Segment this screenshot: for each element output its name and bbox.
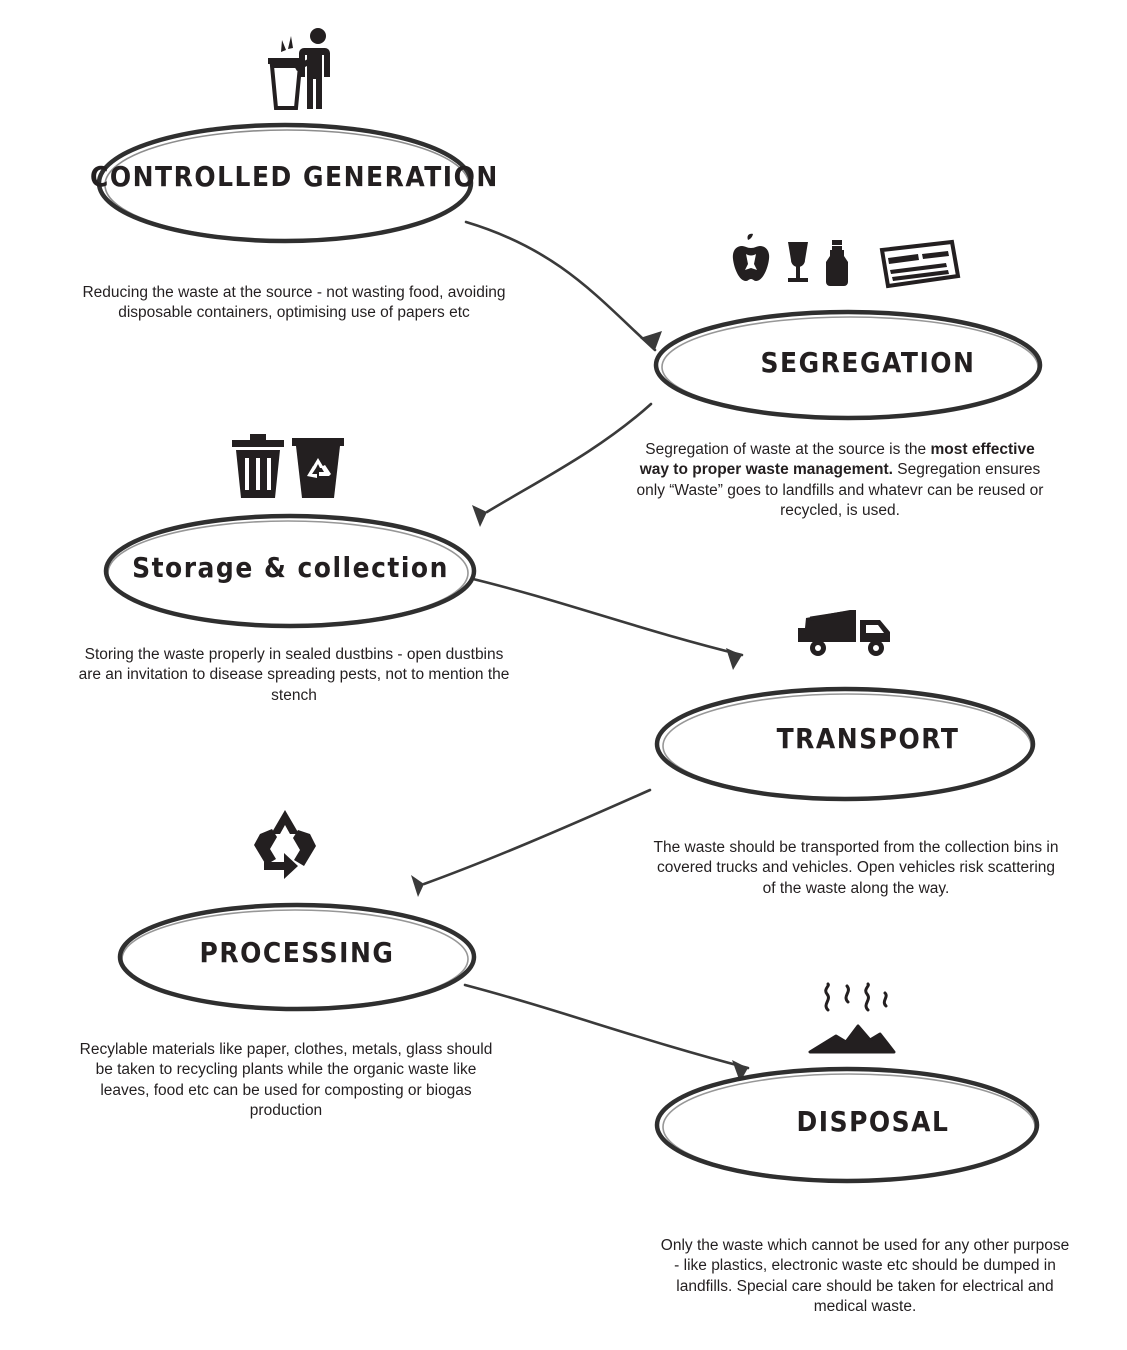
caption-bold: most effective way to proper waste management. [639, 441, 1035, 479]
node-segregation[interactable] [648, 306, 1048, 424]
caption-storage-collection: Storing the waste properly in sealed dustbins - open dustbins are an invitation to disease spreading pests, not to mention the stench [78, 646, 510, 704]
node-label: TRANSPORT [776, 722, 960, 755]
node-label: DISPOSAL [796, 1105, 950, 1138]
smoking-landfill-icon [802, 982, 902, 1058]
node-transport[interactable] [648, 682, 1042, 806]
caption-part-2: Segregation ensures only “Waste” goes to landfills and whatevr can be reused or recycled, is used. [636, 461, 1044, 520]
recycling-symbol-icon [244, 808, 326, 882]
node-processing[interactable] [112, 898, 482, 1016]
node-label: PROCESSING [199, 936, 395, 969]
dustbin-recycling-bin-icon [228, 432, 344, 500]
person-throwing-trash-icon [262, 26, 342, 112]
node-controlled-generation[interactable] [90, 118, 499, 248]
caption-segregation [630, 440, 1050, 522]
caption-part-1: Segregation of waste at the source is the [645, 441, 931, 458]
node-label: Storage & collection [132, 551, 449, 584]
caption-disposal: Only the waste which cannot be used for any other purpose - like plastics, electronic waste etc should be dumped in landfills. Special care should be taken for electrical and medical waste. [660, 1237, 1070, 1316]
node-label: CONTROLLED GENERATION [90, 160, 499, 193]
apple-bottle-newspaper-icon [722, 232, 972, 294]
garbage-truck-icon [792, 604, 902, 660]
node-storage-collection[interactable] [98, 508, 483, 634]
node-disposal[interactable] [648, 1062, 1046, 1188]
caption-transport: The waste should be transported from the collection bins in covered trucks and vehicles. Open vehicles risk scattering of the waste along the way. [653, 839, 1059, 897]
caption-controlled-generation: Reducing the waste at the source - not wasting food, avoiding disposable containers, optimising use of papers etc [82, 284, 506, 322]
caption-processing: Recylable materials like paper, clothes, metals, glass should be taken to recycling plants while the organic waste like leaves, food etc can be used for composting or biogas production [79, 1041, 493, 1120]
node-label: SEGREGATION [760, 346, 976, 379]
